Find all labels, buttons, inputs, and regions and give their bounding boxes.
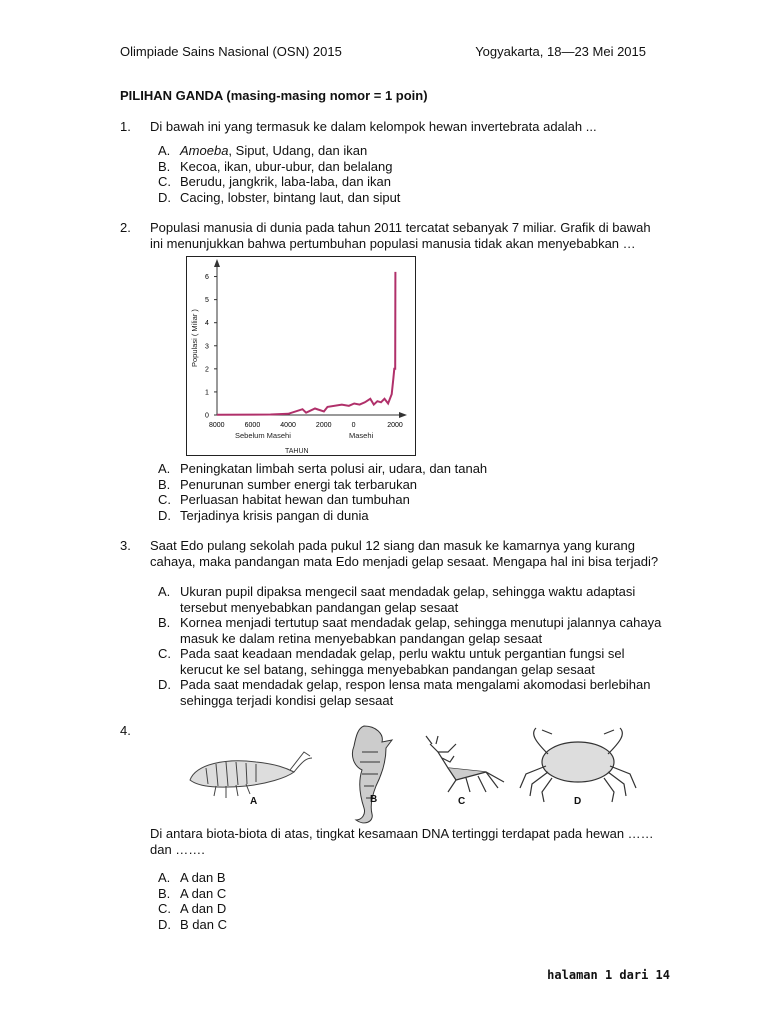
q3-line-2: cahaya, maka pandangan mata Edo menjadi gelap sesaat. Mengapa hal ini bisa terjadi? [150, 554, 659, 569]
animal-illustrations [186, 722, 656, 832]
population-line [217, 272, 395, 415]
q2-option-a: A. Peningkatan limbah serta polusi air, udara, dan tanah [158, 461, 488, 476]
q1-option-a: A. Amoeba, Siput, Udang, dan ikan [158, 143, 368, 158]
q3-option-a: A. Ukuran pupil dipaksa mengecil saat mendadak gelap, sehingga waktu adaptasi tersebut menyebabkan pandangan gelap sesaat [158, 584, 636, 615]
seahorse-illustration [352, 726, 392, 823]
population-chart [186, 256, 416, 456]
q2-option-d: D. Terjadinya krisis pangan di dunia [158, 507, 369, 523]
shrimp-illustration [190, 752, 312, 798]
q3-text [150, 538, 670, 570]
q4-option-c: C. A dan D [158, 901, 227, 916]
q4-number: 4. [120, 723, 131, 738]
q4-option-d: D. B dan C [158, 916, 227, 932]
q3-option-d: D. Pada saat mendadak gelap, respon lensa mata mengalami akomodasi berlebihan sehingga terjadi kondisi gelap sesaat [158, 677, 651, 708]
q2-number: 2. [120, 220, 131, 235]
x-tick-label: 6000 [244, 422, 261, 429]
header-right: Yogyakarta, 18—23 Mei 2015 [475, 44, 646, 59]
q3-line-1: Saat Edo pulang sekolah pada pukul 12 siang dan masuk ke kamarnya yang kurang [150, 538, 635, 553]
q3-options [158, 584, 668, 708]
y-tick-label: 2 [205, 366, 209, 374]
q2-line-1: Populasi manusia di dunia pada tahun 2011 tercatat sebanyak 7 miliar. Grafik di bawah [150, 220, 651, 235]
crab-illustration [520, 728, 636, 802]
x-tick-label: 0 [351, 422, 356, 429]
y-tick-label: 5 [205, 297, 209, 305]
q1-option-c: C. Berudu, jangkrik, laba-laba, dan ikan [158, 174, 392, 189]
y-axis-arrow [214, 259, 220, 267]
y-tick-label: 3 [205, 343, 209, 351]
q2-text [150, 220, 670, 252]
mantis-illustration [426, 736, 504, 792]
q1-option-d: D. Cacing, lobster, bintang laut, dan siput [158, 189, 401, 205]
x-group-ad: Masehi [349, 431, 374, 440]
q4-options [158, 870, 227, 932]
q1-option-b: B. Kecoa, ikan, ubur-ubur, dan belalang [158, 158, 393, 174]
header-left: Olimpiade Sains Nasional (OSN) 2015 [120, 44, 342, 59]
q2-option-b: B. Penurunan sumber energi tak terbarukan [158, 476, 418, 492]
x-tick-label: 2000 [387, 422, 403, 429]
q1-number: 1. [120, 119, 131, 134]
x-tick-label: 8000 [209, 422, 225, 429]
q1-options [158, 143, 400, 205]
population-chart-svg [187, 257, 415, 455]
x-group-bc: Sebelum Masehi [235, 431, 291, 440]
label-b: B [370, 794, 378, 805]
q3-option-c: C. Pada saat keadaan mendadak gelap, perlu waktu untuk pergantian fungsi sel kerucut ke sel batang, sehingga menyebabkan pandangan gelap sesaat [158, 646, 625, 677]
y-axis-label: Populasi ( Miliar ) [190, 309, 199, 367]
page-footer: halaman 1 dari 14 [547, 968, 670, 982]
q4-line-2: dan ……. [150, 842, 205, 857]
q1-text: Di bawah ini yang termasuk ke dalam kelompok hewan invertebrata adalah ... [150, 119, 597, 134]
q4-option-a: A. A dan B [158, 870, 226, 885]
q4-option-b: B. A dan C [158, 885, 227, 901]
x-tick-label: 4000 [280, 422, 296, 429]
y-tick-label: 1 [205, 389, 209, 397]
animals-svg [186, 722, 656, 832]
section-title: PILIHAN GANDA (masing-masing nomor = 1 poin) [120, 88, 428, 103]
q2-options [158, 461, 487, 523]
x-tick-label: 2000 [315, 422, 332, 429]
x-axis-arrow [399, 412, 407, 418]
q4-text [150, 826, 670, 858]
x-axis-label: TAHUN [285, 448, 309, 455]
q3-number: 3. [120, 538, 131, 553]
label-c: C [458, 796, 466, 807]
y-tick-label: 4 [205, 320, 209, 328]
y-tick-label: 6 [205, 274, 209, 282]
q3-option-b: B. Kornea menjadi tertutup saat mendadak gelap, sehingga menutupi jalannya cahaya masuk ke dalam retina menyebabkan pandangan gelap sesaat [158, 615, 662, 646]
label-d: D [574, 796, 582, 807]
q4-line-1: Di antara biota-biota di atas, tingkat kesamaan DNA tertinggi terdapat pada hewan …… [150, 826, 654, 841]
q2-option-c: C. Perluasan habitat hewan dan tumbuhan [158, 492, 410, 507]
y-tick-label: 0 [205, 412, 209, 420]
q2-line-2: ini menunjukkan bahwa pertumbuhan populasi manusia tidak akan menyebabkan … [150, 236, 636, 251]
label-a: A [250, 796, 258, 807]
